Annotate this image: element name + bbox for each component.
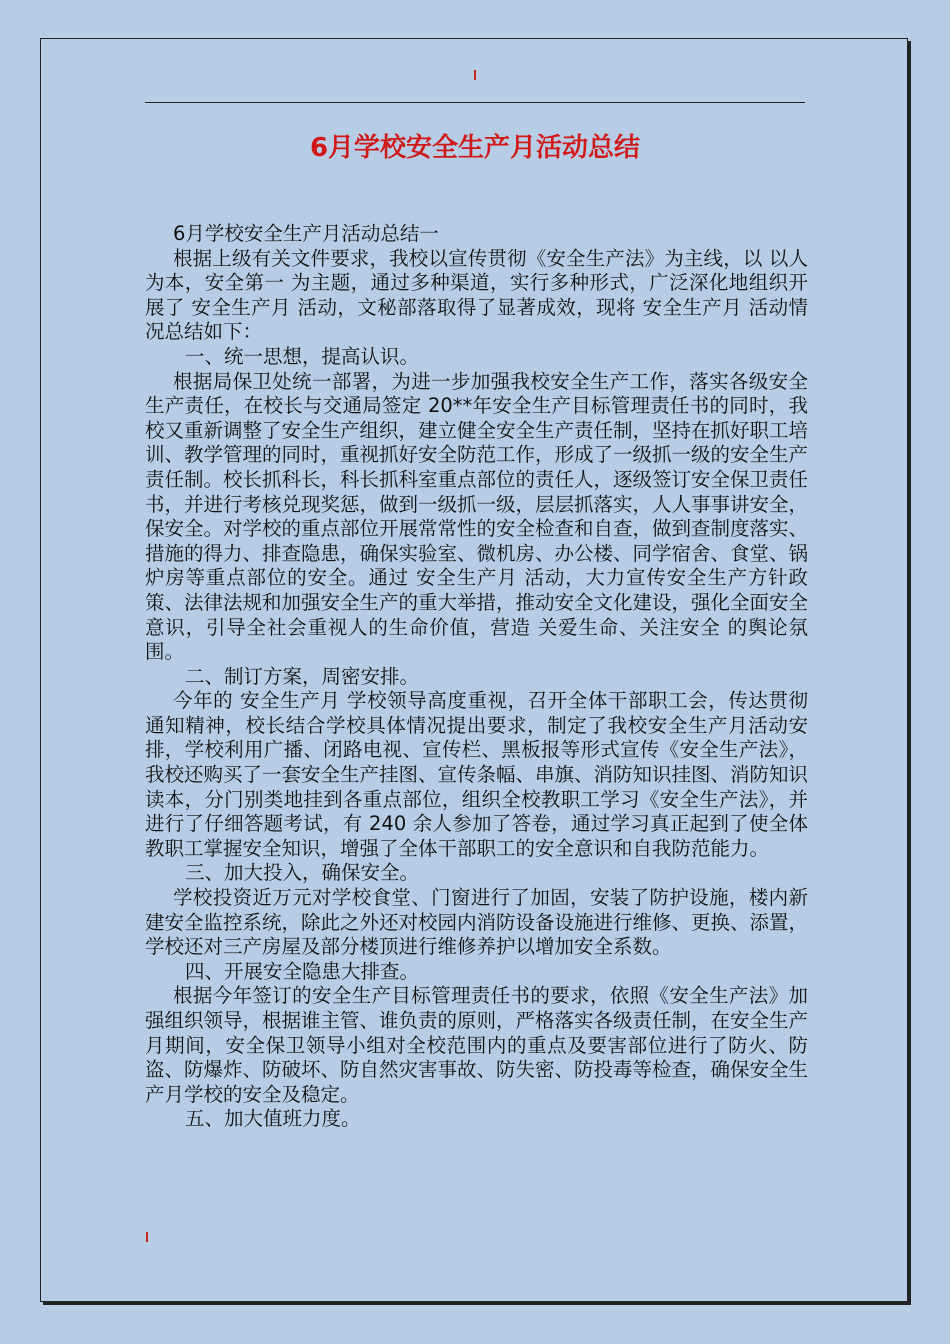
section-heading-2: 二、制订方案，周密安排。 [185,664,420,688]
bottom-cursor-marker [146,1232,148,1242]
section-heading-1: 一、统一思想，提高认识。 [185,344,420,368]
section-heading-4: 四、开展安全隐患大排查。 [185,959,420,983]
document-body [145,222,808,1132]
top-cursor-marker [474,70,476,80]
paragraph-intro: 根据上级有关文件要求，我校以宣传贯彻《安全生产法》为主线，以 以人为本，安全第一 为主题，通过多种渠道，实行多种形式，广泛深化地组织开展了 安全生产月 活动，文秘部落取得了显著成效，现将 安全生产月 活动情况总结如下： [145,246,808,344]
paragraph-4: 根据今年签订的安全生产目标管理责任书的要求，依照《安全生产法》加强组织领导，根据谁主管、谁负责的原则，严格落实各级责任制，在安全生产月期间，安全保卫领导小组对全校范围内的重点及要害部位进行了防火、防盗、防爆炸、防破坏、防自然灾害事故、防失密、防投毒等检查，确保安全生产月学校的安全及稳定。 [145,984,809,1106]
document-subtitle: 6月学校安全生产月活动总结一 [173,222,439,245]
paragraph-1: 根据局保卫处统一部署，为进一步加强我校安全生产工作，落实各级安全生产责任，在校长与交通局签定 20**年安全生产目标管理责任书的同时，我校又重新调整了安全生产组织，建立健全安全生产责任制，坚持在抓好职工培训、教学管理的同时，重视抓好安全防范工作，形成了一级抓一级的安全生产责任制。校长抓科长，科长抓科室重点部位的责任人，逐级签订安全保卫责任书，并进行考核兑现奖惩，做到一级抓一级，层层抓落实，人人事事讲安全，保安全。对学校的重点部位开展常常性的安全检查和自查，做到查制度落实、措施的得力、排查隐患，确保实验室、微机房、办公楼、同学宿舍、食堂、锅炉房等重点部位的安全。通过 安全生产月 活动，大力宣传安全生产方针政策、法律法规和加强安全生产的重大举措，推动安全文化建设，强化全面安全意识，引导全社会重视人的生命价值，营造 关爱生命、关注安全 的舆论氛围。 [145,369,809,664]
paragraph-2: 今年的 安全生产月 学校领导高度重视，召开全体干部职工会，传达贯彻通知精神，校长结合学校具体情况提出要求，制定了我校安全生产月活动安排，学校利用广播、闭路电视、宣传栏、黑板报等形式宣传《安全生产法》，我校还购买了一套安全生产挂图、宣传条幅、串旗、消防知识挂图、消防知识读本，分门别类地挂到各重点部位，组织全校教职工学习《安全生产法》，并进行了仔细答题考试，有 240 余人参加了答卷，通过学习真正起到了使全体教职工掌握安全知识，增强了全体干部职工的安全意识和自我防范能力。 [145,689,809,860]
section-heading-5: 五、加大值班力度。 [185,1107,361,1131]
document-title: 6月学校安全生产月活动总结 [309,133,641,163]
section-heading-3: 三、加大投入，确保安全。 [185,861,420,885]
header-rule [145,102,805,103]
paragraph-3: 学校投资近万元对学校食堂、门窗进行了加固，安装了防护设施，楼内新建安全监控系统，除此之外还对校园内消防设备设施进行维修、更换、添置，学校还对三产房屋及部分楼顶进行维修养护以增加安全系数。 [145,886,809,959]
